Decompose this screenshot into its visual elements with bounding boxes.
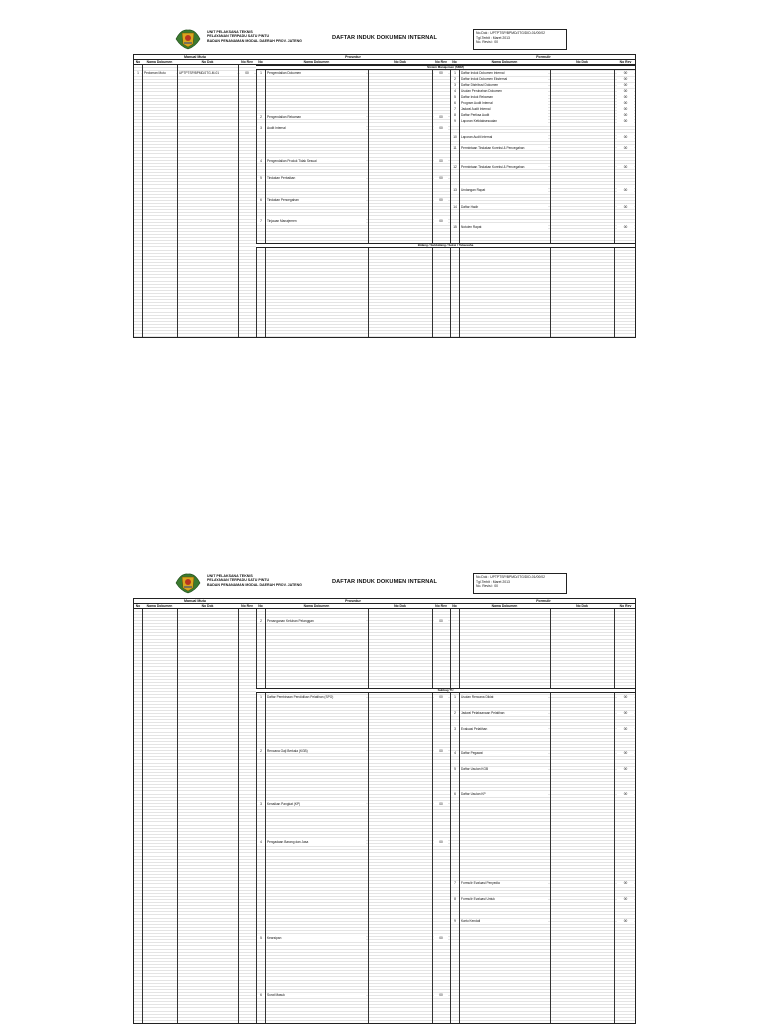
row-rev: 00 <box>434 619 448 623</box>
row-no: 4 <box>451 89 459 93</box>
meta-tgl-terbit-value: Maret 2013 <box>492 579 510 584</box>
col-no-dok: No Dok <box>201 60 214 64</box>
col-no: No <box>452 604 457 608</box>
row-rev: 00 <box>617 711 634 715</box>
group-bidang: Bidang / Subbidang / Seksi / Tatausaha <box>256 243 635 248</box>
column-lines <box>134 599 635 1023</box>
meta-no-dok-value: UPTPTSP/BPMD/JTG/DID-01/00/02 <box>490 575 545 579</box>
row-rev: 00 <box>617 89 634 93</box>
row-no: 3 <box>257 126 265 130</box>
row-rev: 00 <box>617 83 634 87</box>
row-document-name: Daftar Usulan KGB <box>460 767 548 771</box>
page-header <box>133 570 636 598</box>
row-no: 2 <box>257 619 265 623</box>
row-rev: 00 <box>434 71 448 75</box>
row-document-name: Daftar Pegawai <box>460 751 548 755</box>
row-rev: 00 <box>434 159 448 163</box>
col-nama-dokumen: Nama Dokumen <box>146 60 173 64</box>
row-no: 2 <box>451 711 459 715</box>
row-rev: 00 <box>617 107 634 111</box>
row-rev: 00 <box>434 749 448 753</box>
row-no: 3 <box>451 727 459 731</box>
col-no-rev: No Rev <box>435 604 447 608</box>
col-no-dok: No Dok <box>576 60 588 64</box>
row-document-name: Daftar Induk Rekaman <box>460 95 548 99</box>
row-no: 4 <box>451 751 459 755</box>
row-rev: 00 <box>617 751 634 755</box>
row-no: 6 <box>451 101 459 105</box>
row-rev: 00 <box>617 205 634 209</box>
col-nama-dokumen: Nama Dokumen <box>303 604 330 608</box>
manual-no: 1 <box>135 71 141 75</box>
row-no: 3 <box>451 83 459 87</box>
row-document-name: Daftar Hadir <box>460 205 548 209</box>
row-document-name: Pengendalian Produk Tidak Sesuai <box>266 159 366 163</box>
row-document-name: Pengadaan Barang dan Jasa <box>266 840 366 844</box>
row-no: 5 <box>257 176 265 180</box>
col-nama-dokumen: Nama Dokumen <box>303 60 330 64</box>
row-document-name: Daftar Periksa Audit <box>460 113 548 117</box>
row-rev: 00 <box>617 119 634 123</box>
row-document-name: Formulir Evaluasi Penyedia <box>460 881 548 885</box>
row-rev: 00 <box>434 802 448 806</box>
col-nama-dokumen: Nama Dokumen <box>146 604 173 608</box>
section-formulir: Formulir <box>536 55 551 59</box>
row-rev: 00 <box>617 135 634 139</box>
row-rev: 00 <box>434 126 448 130</box>
page-header <box>133 26 636 54</box>
row-no: 3 <box>257 802 265 806</box>
row-no: 6 <box>257 198 265 202</box>
row-no: 6 <box>257 993 265 997</box>
row-document-name: Permintaan Tindakan Koreksi & Pencegahan <box>460 146 548 150</box>
row-rev: 00 <box>434 695 448 699</box>
document-title: DAFTAR INDUK DOKUMEN INTERNAL <box>332 35 438 41</box>
col-no: No <box>258 604 263 608</box>
meta-no-revisi-value: 00 <box>494 40 499 45</box>
row-no: 11 <box>451 146 459 150</box>
row-rev: 00 <box>617 225 634 229</box>
col-no-dok: No Dok <box>201 604 214 608</box>
manual-rev: 00 <box>240 71 254 75</box>
row-no: 7 <box>451 881 459 885</box>
row-rev: 00 <box>617 77 634 81</box>
row-no: 1 <box>257 71 265 75</box>
col-no-rev: No Rev <box>241 60 253 64</box>
row-document-name: Daftar Pembinaan Pendidikan Pelatihan (SPO) <box>266 695 366 699</box>
org-line-1: UNIT PELAKSANA TEKNIS <box>207 574 253 578</box>
meta-tgl-terbit-label: Tgl.Terbit <box>476 35 490 40</box>
row-no: 2 <box>257 749 265 753</box>
meta-no-dok-label: No.Dok <box>476 31 488 35</box>
col-no-rev: No Rev <box>619 60 632 64</box>
document-table <box>133 54 636 338</box>
section-manual-mutu: Manual Mutu <box>184 55 206 59</box>
organization-name <box>207 30 302 43</box>
row-no: 12 <box>451 165 459 169</box>
row-rev: 00 <box>617 695 634 699</box>
row-document-name: Laporan Audit Internal <box>460 135 548 139</box>
row-document-name: Daftar Induk Dokumen Internal <box>460 71 548 75</box>
row-document-name: Usulan Perubahan Dokumen <box>460 89 548 93</box>
row-rev: 00 <box>617 792 634 796</box>
row-document-name: Kenaikan Pangkat (KP) <box>266 802 366 806</box>
org-line-3: BADAN PENANAMAN MODAL DAERAH PROV. JATENG <box>207 38 302 43</box>
row-document-name: Daftar Induk Dokumen Eksternal <box>460 77 548 81</box>
meta-no-revisi-value: 00 <box>494 584 499 589</box>
col-no-dok: No Dok <box>394 604 406 608</box>
col-nama-dokumen: Nama Dokumen <box>491 604 518 608</box>
row-document-name: Notulen Rapat <box>460 225 548 229</box>
section-formulir: Formulir <box>536 599 551 603</box>
manual-name: Pedoman Mutu <box>143 71 176 75</box>
row-document-name: Jadwal Pelaksanaan Pelatihan <box>460 711 548 715</box>
col-no-dok: No Dok <box>576 604 588 608</box>
row-no: 1 <box>257 695 265 699</box>
row-no: 5 <box>257 936 265 940</box>
row-document-name: Jadwal Audit Internal <box>460 107 548 111</box>
row-document-name: Usulan Rencana Diklat <box>460 695 548 699</box>
row-document-name: Surat Masuk <box>266 993 366 997</box>
column-header-row <box>134 604 635 609</box>
org-line-2: PELAYANAN TERPADU SATU PINTU <box>207 578 270 583</box>
row-rev: 00 <box>617 897 634 901</box>
row-rev: 00 <box>617 95 634 99</box>
row-rev: 00 <box>617 146 634 150</box>
row-no: 2 <box>257 115 265 119</box>
row-document-name: Penanganan Keluhan Pelanggan <box>266 619 366 623</box>
meta-no-dok-value: UPTPTSP/BPMD/JTG/DID-01/00/02 <box>490 31 545 35</box>
meta-no-dok-label: No.Dok <box>476 575 488 579</box>
row-rev: 00 <box>617 919 634 923</box>
row-document-name: Formulir Evaluasi Untuk <box>460 897 548 901</box>
row-document-name: Rencana Gaji Berkala (KGB) <box>266 749 366 753</box>
col-no: No <box>135 604 141 608</box>
row-rev: 00 <box>617 188 634 192</box>
row-no: 1 <box>451 695 459 699</box>
row-no: 5 <box>451 95 459 99</box>
meta-no-revisi-label: No. Revisi <box>476 40 492 45</box>
row-rev: 00 <box>617 71 634 75</box>
document-meta-box: No.Dok : UPTPTSP/BPMD/JTG/DID-01/00/02 Tgl.Terbit : Maret 2013 No. Revisi : 00 <box>473 29 567 50</box>
meta-tgl-terbit-value: Maret 2013 <box>492 35 510 40</box>
jateng-emblem-logo <box>173 27 203 51</box>
manual-code: UPTPTSP/BPMD/JTG-M-01 <box>178 71 237 75</box>
row-rev: 00 <box>617 165 634 169</box>
row-no: 10 <box>451 135 459 139</box>
col-no-rev: No Rev <box>619 604 632 608</box>
org-line-2: PELAYANAN TERPADU SATU PINTU <box>207 34 270 39</box>
row-document-name: Kearsipan <box>266 936 366 940</box>
row-no: 15 <box>451 225 459 229</box>
col-no-rev: No Rev <box>435 60 447 64</box>
row-rev: 00 <box>434 840 448 844</box>
col-no: No <box>258 60 263 64</box>
document-meta-box: No.Dok : UPTPTSP/BPMD/JTG/DID-01/00/02 Tgl.Terbit : Maret 2013 No. Revisi : 00 <box>473 573 567 594</box>
section-manual-mutu: Manual Mutu <box>184 599 206 603</box>
row-document-name: Tindakan Perbaikan <box>266 176 366 180</box>
row-no: 8 <box>451 897 459 901</box>
row-no: 4 <box>257 840 265 844</box>
meta-tgl-terbit-label: Tgl.Terbit <box>476 579 490 584</box>
row-no: 9 <box>451 119 459 123</box>
row-document-name: Daftar Distribusi Dokumen <box>460 83 548 87</box>
row-no: 14 <box>451 205 459 209</box>
row-document-name: Audit Internal <box>266 126 366 130</box>
row-document-name: Undangan Rapat <box>460 188 548 192</box>
row-rev: 00 <box>434 993 448 997</box>
group-subbag-tu: Subbag TU <box>256 688 635 693</box>
document-table <box>133 598 636 1024</box>
section-prosedur: Prosedur <box>345 55 361 59</box>
row-no: 1 <box>451 71 459 75</box>
row-rev: 00 <box>434 115 448 119</box>
row-no: 7 <box>451 107 459 111</box>
row-no: 6 <box>451 792 459 796</box>
row-document-name: Pengendalian Rekaman <box>266 115 366 119</box>
row-no: 4 <box>257 159 265 163</box>
row-rev: 00 <box>617 113 634 117</box>
row-rev: 00 <box>617 727 634 731</box>
row-rev: 00 <box>434 936 448 940</box>
row-document-name: Program Audit Internal <box>460 101 548 105</box>
row-document-name: Kartu Kendali <box>460 919 548 923</box>
col-nama-dokumen: Nama Dokumen <box>491 60 518 64</box>
row-no: 5 <box>451 767 459 771</box>
row-no: 9 <box>451 919 459 923</box>
section-prosedur: Prosedur <box>345 599 361 603</box>
row-rev: 00 <box>434 198 448 202</box>
org-line-3: BADAN PENANAMAN MODAL DAERAH PROV. JATENG <box>207 582 302 587</box>
organization-name <box>207 574 302 587</box>
row-rev: 00 <box>617 767 634 771</box>
document-title: DAFTAR INDUK DOKUMEN INTERNAL <box>332 579 438 585</box>
row-document-name: Permintaan Tindakan Koreksi & Pencegahan <box>460 165 548 169</box>
row-no: 7 <box>257 219 265 223</box>
col-no: No <box>135 60 141 64</box>
column-lines <box>134 55 635 337</box>
document-page-1 <box>133 26 636 338</box>
col-no-rev: No Rev <box>241 604 253 608</box>
row-rev: 00 <box>617 101 634 105</box>
org-line-1: UNIT PELAKSANA TEKNIS <box>207 30 253 34</box>
col-no-dok: No Dok <box>394 60 406 64</box>
row-document-name: Evaluasi Pelatihan <box>460 727 548 731</box>
row-document-name: Pengendalian Dokumen <box>266 71 366 75</box>
col-no: No <box>452 60 457 64</box>
row-document-name: Laporan Ketidaksesuaian <box>460 119 548 123</box>
meta-no-revisi-label: No. Revisi <box>476 584 492 589</box>
row-no: 2 <box>451 77 459 81</box>
jateng-emblem-logo <box>173 571 203 595</box>
row-document-name: Daftar Usulan KP <box>460 792 548 796</box>
document-page-2 <box>133 570 636 1024</box>
row-rev: 00 <box>434 176 448 180</box>
row-rev: 00 <box>434 219 448 223</box>
row-no: 8 <box>451 113 459 117</box>
row-document-name: Tinjauan Manajemen <box>266 219 366 223</box>
row-no: 13 <box>451 188 459 192</box>
row-document-name: Tindakan Pencegahan <box>266 198 366 202</box>
group-sistem-manajemen: Sistem Manajemen (SMM) <box>256 65 635 70</box>
row-rev: 00 <box>617 881 634 885</box>
